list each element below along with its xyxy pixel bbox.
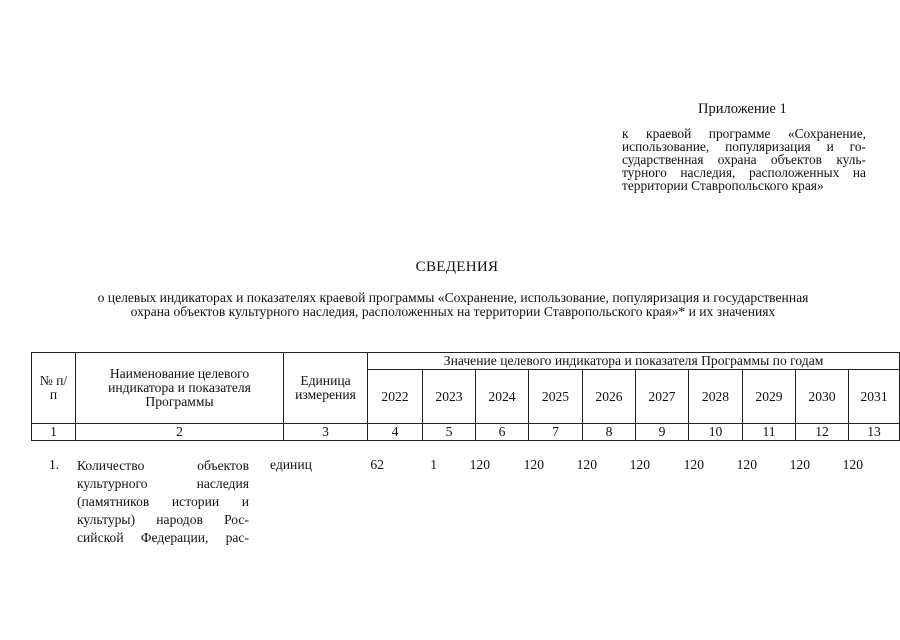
header-number: № п/п xyxy=(32,353,76,424)
row-value-2031: 120 xyxy=(842,457,863,472)
column-number: 3 xyxy=(284,424,368,441)
column-number: 11 xyxy=(743,424,796,441)
header-year: 2023 xyxy=(423,370,476,424)
header-year: 2031 xyxy=(849,370,900,424)
header-unit: Единица измерения xyxy=(284,353,368,424)
row-value-2025: 120 xyxy=(523,457,544,472)
column-number: 6 xyxy=(476,424,529,441)
column-number: 13 xyxy=(849,424,900,441)
appendix-line: территории Ставропольского края» xyxy=(622,178,824,193)
subtitle-line: охрана объектов культурного наследия, расположенных на территории Ставропольского края»* и их значениях xyxy=(130,304,776,319)
appendix-line: к краевой программе «Сохранение, xyxy=(622,126,866,141)
appendix-text xyxy=(622,127,866,192)
appendix-line: турного наследия, расположенных на xyxy=(622,165,866,180)
document-subtitle xyxy=(0,291,900,319)
column-number: 4 xyxy=(368,424,423,441)
document-title: СВЕДЕНИЯ xyxy=(415,259,499,275)
header-year: 2022 xyxy=(368,370,423,424)
header-year: 2024 xyxy=(476,370,529,424)
row-value-2022: 62 xyxy=(370,457,384,472)
header-years-group: Значение целевого индикатора и показателя Программы по годам xyxy=(368,353,900,370)
header-year: 2026 xyxy=(583,370,636,424)
row-unit: единиц xyxy=(270,457,312,472)
header-year: 2030 xyxy=(796,370,849,424)
header-year: 2025 xyxy=(529,370,583,424)
row-number: 1. xyxy=(49,457,60,472)
indicators-table xyxy=(31,352,900,441)
column-number: 1 xyxy=(32,424,76,441)
column-number: 10 xyxy=(689,424,743,441)
appendix-line: сударственная охрана объектов куль- xyxy=(622,152,866,167)
column-number: 12 xyxy=(796,424,849,441)
row-value-2026: 120 xyxy=(576,457,597,472)
row-value-2023: 1 xyxy=(430,457,437,472)
appendix-title: Приложение 1 xyxy=(698,101,787,117)
subtitle-line: о целевых индикаторах и показателях краевой программы «Сохранение, использование, популяризация и государственная xyxy=(97,290,809,305)
row-name-line: культуры) народов Рос- xyxy=(77,512,249,527)
column-number: 8 xyxy=(583,424,636,441)
row-value-2027: 120 xyxy=(629,457,650,472)
row-indicator-name xyxy=(77,457,249,547)
column-number: 5 xyxy=(423,424,476,441)
row-value-2030: 120 xyxy=(789,457,810,472)
row-name-line: культурного наследия xyxy=(77,476,249,491)
header-year: 2027 xyxy=(636,370,689,424)
header-indicator-name: Наименование целевого индикатора и показателя Программы xyxy=(76,353,284,424)
appendix-line: использование, популяризация и го- xyxy=(622,139,866,154)
row-name-line: сийской Федерации, рас- xyxy=(77,530,249,545)
column-number: 2 xyxy=(76,424,284,441)
header-year: 2029 xyxy=(743,370,796,424)
column-number: 7 xyxy=(529,424,583,441)
header-year: 2028 xyxy=(689,370,743,424)
column-number: 9 xyxy=(636,424,689,441)
row-value-2029: 120 xyxy=(736,457,757,472)
row-name-line: Количество объектов xyxy=(77,458,249,473)
row-value-2028: 120 xyxy=(683,457,704,472)
row-value-2024: 120 xyxy=(469,457,490,472)
row-name-line: (памятников истории и xyxy=(77,494,249,509)
